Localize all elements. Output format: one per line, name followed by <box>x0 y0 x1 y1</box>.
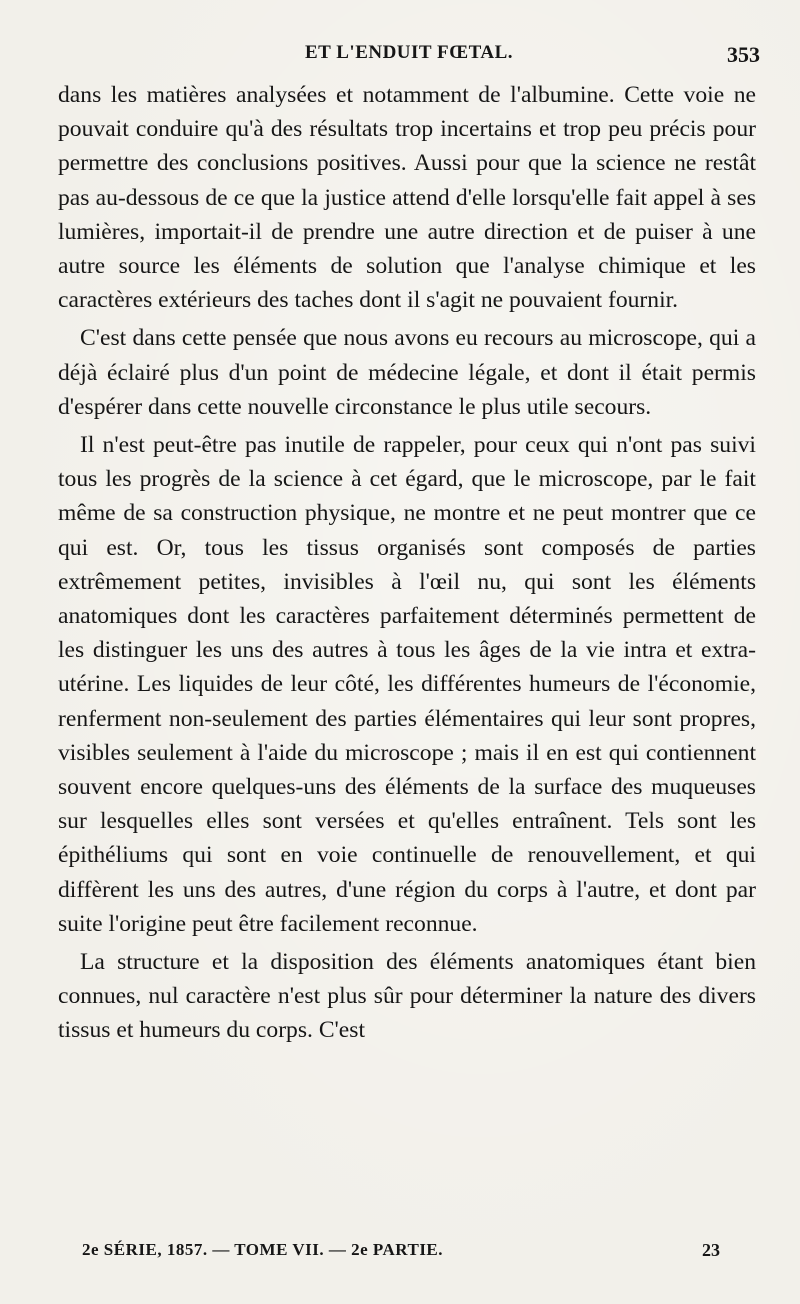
paragraph: La structure et la disposition des éléments anatomiques étant bien connues, nul caractère n'est plus sûr pour déterminer la nature des divers tissus et humeurs du corps. C'est <box>58 949 756 1044</box>
paragraph: C'est dans cette pensée que nous avons eu recours au microscope, qui a déjà éclairé plus d'un point de médecine légale, et dont il était permis d'espérer dans cette nouvelle circonstance le plus utile secours. <box>58 325 756 420</box>
paragraph: Il n'est peut-être pas inutile de rappeler, pour ceux qui n'ont pas suivi tous les progrès de la science à cet égard, que le microscope, par le fait même de sa construction physique, ne montre et ne peut montrer que ce qui est. Or, tous les tissus organisés sont composés de parties extrêmement petites, invisibles à l'œil nu, qui sont les éléments anatomiques dont les caractères parfaitement déterminés permettent de les distinguer les uns des autres à tous les âges de la vie intra et extra-utérine. Les liquides de leur côté, les différentes humeurs de l'économie, renferment non-seulement des parties élémentaires qui leur sont propres, visibles seulement à l'aide du microscope ; mais il en est qui contiennent souvent encore quelques-uns des éléments de la surface des muqueuses sur lesquelles elles sont versées et qu'elles entraînent. Tels sont les épithéliums qui sont en voie continuelle de renouvellement, et qui diffèrent les uns des autres, d'une région du corps à l'autre, et dont par suite l'origine peut être facilement reconnue. <box>58 432 756 937</box>
paragraph: dans les matières analysées et notamment de l'albumine. Cette voie ne pouvait conduire qu'à des résultats trop incertains et trop peu précis pour permettre des conclusions positives. Aussi pour que la science ne restât pas au-dessous de ce que la justice attend d'elle lorsqu'elle fait appel à ses lumières, importait-il de prendre une autre direction et de puiser à une autre source les éléments de solution que l'analyse chimique et les caractères extérieurs des taches dont il s'agit ne pouvaient fournir. <box>58 82 756 314</box>
running-head <box>58 40 760 70</box>
running-title: ET L'ENDUIT FŒTAL. <box>304 42 514 63</box>
page-number: 353 <box>727 42 760 67</box>
page-footer <box>82 1240 720 1268</box>
body-text <box>58 78 756 1048</box>
footer-series: 2e SÉRIE, 1857. — TOME VII. — 2e PARTIE. <box>82 1240 444 1259</box>
footer-signature: 23 <box>702 1240 720 1260</box>
